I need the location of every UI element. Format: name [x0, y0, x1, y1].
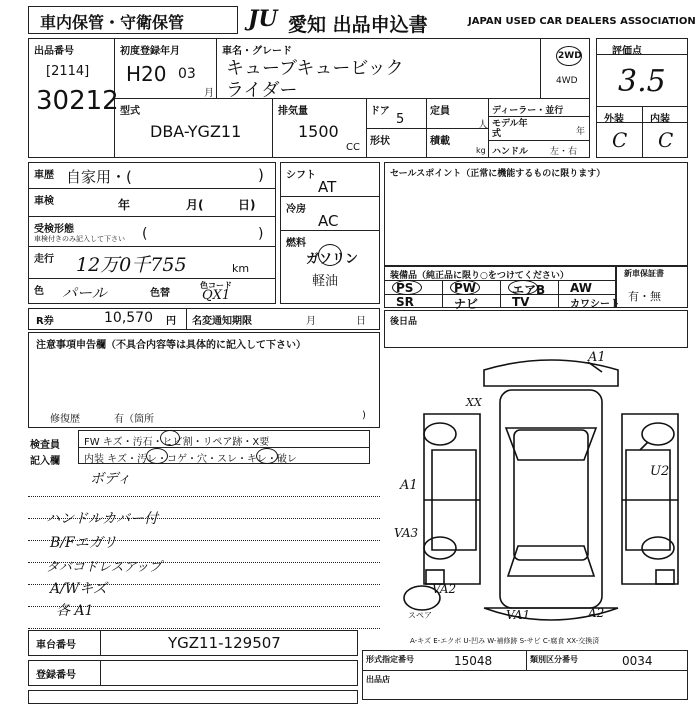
model-value: DBA-YGZ11 — [150, 122, 242, 141]
exterior-value: C — [612, 128, 628, 152]
color-change-label: 色替 — [150, 288, 170, 299]
class-code-value: 0034 — [622, 654, 653, 668]
form-title: 愛知 出品申込書 — [288, 14, 428, 36]
mileage-label: 走行 — [34, 254, 54, 265]
notes-label: 注意事項申告欄（不具合内容等は具体的に記入して下さい） — [36, 340, 306, 351]
drive-2wd-circle — [556, 46, 582, 66]
hand-note-4: タバコドレスアップ — [46, 560, 162, 575]
score-label: 評価点 — [612, 46, 642, 57]
equipment-row1-1: PW — [454, 281, 477, 295]
hand-note-5: A/Wキズ — [50, 581, 107, 597]
registration-label: 初度登録年月 — [120, 46, 180, 57]
hand-note-6: 各 A1 — [56, 603, 94, 619]
recycle-label: R券 — [36, 316, 54, 327]
equipment-row2-3: カワシート — [570, 299, 620, 310]
checker-fw-row: FW キズ・汚石・ヒビ割・リペア跡・X要 — [84, 437, 270, 448]
drive-2wd: 2WD — [558, 51, 582, 61]
reg-number-label: 登録番号 — [36, 670, 76, 681]
hand-note-1: ボディ — [90, 471, 131, 487]
aircon-value: AC — [318, 212, 339, 230]
checker-label-2: 記入欄 — [30, 456, 60, 467]
acceptance-label: 受検形態 — [34, 224, 74, 235]
mileage-unit: km — [232, 262, 250, 275]
inspection-day: 日) — [238, 198, 256, 212]
registration-year: H20 — [126, 62, 167, 86]
lot-number: 30212 — [36, 86, 119, 116]
deadline-month: 月 — [306, 316, 316, 327]
wheel-front-left — [424, 423, 456, 445]
fuel-diesel: 軽油 — [312, 274, 339, 289]
acceptance-open: ( — [142, 226, 148, 242]
car-grade: ライダー — [226, 80, 298, 101]
color-code-value: QX1 — [202, 288, 231, 303]
checker-interior-row: 内装 キズ・汚レ・コゲ・穴・スレ・キレ・破レ — [84, 454, 297, 465]
storage-badge-text: 車内保管・守衛保管 — [40, 13, 185, 32]
car-windshield — [506, 428, 596, 460]
seller-label: 出品店 — [366, 675, 390, 684]
model-code-value: 15048 — [454, 654, 493, 668]
lot-code: [2114] — [46, 64, 90, 79]
ju-logo: JU — [248, 6, 278, 32]
lot-label: 出品番号 — [34, 46, 74, 57]
deadline-day: 日 — [356, 316, 366, 327]
registration-month-unit: 月 — [204, 88, 214, 99]
recycle-value: 10,570 — [104, 310, 153, 326]
model-year-unit: 年 — [576, 127, 586, 137]
mark-top: A1 — [588, 350, 606, 365]
chassis-label: 車台番号 — [36, 640, 76, 651]
score-value: 3.5 — [618, 64, 666, 99]
car-rear-glass — [508, 546, 594, 576]
load-unit: kg — [476, 146, 486, 155]
shape-label: 形状 — [370, 136, 390, 147]
fuel-gasoline: ガソリン — [306, 252, 359, 267]
seller-bottom-frame — [28, 690, 358, 704]
displacement-unit: CC — [346, 142, 360, 153]
interior-scuff-circle — [256, 448, 278, 464]
mark-va2: VA2 — [432, 582, 457, 596]
model-label: 型式 — [120, 106, 140, 117]
fuel-label: 燃料 — [286, 238, 306, 249]
equipment-row1-3: AW — [570, 281, 592, 295]
capacity-unit: 人 — [478, 120, 488, 131]
class-code-label: 類別区分番号 — [530, 655, 578, 664]
damage-legend: A-キズ E-エクボ U-凹み W-補修跡 S-サビ C-腐食 XX-交換済 — [410, 637, 600, 645]
drive-4wd: 4WD — [556, 76, 578, 86]
equipment-row2-2: TV — [512, 295, 530, 309]
color-value: パール — [62, 284, 107, 302]
shift-value: AT — [318, 178, 337, 196]
mark-va1: VA1 — [506, 608, 531, 622]
equipment-circle-2 — [508, 280, 538, 295]
inspection-label: 車検 — [34, 196, 54, 207]
dealer-label: ディーラー・並行 — [492, 106, 564, 116]
handle-label: ハンドル — [492, 147, 529, 157]
shift-label: シフト — [286, 170, 316, 181]
car-roof-top — [514, 430, 588, 560]
equipment-row2-0: SR — [396, 295, 414, 309]
car-name-label: 車名・グレード — [222, 46, 292, 57]
equipment-row1-0: PS — [396, 281, 414, 295]
exterior-label: 外装 — [604, 114, 624, 125]
capacity-label: 定員 — [430, 106, 450, 117]
acceptance-close: ) — [258, 226, 264, 242]
mark-spare: スペア — [408, 611, 432, 620]
warranty-value: 有・無 — [628, 290, 661, 303]
checker-label-1: 検査員 — [30, 440, 60, 451]
mileage-value: 12万0千755 — [76, 254, 187, 276]
registration-month: 03 — [178, 66, 196, 82]
color-code-label: 色コード — [200, 281, 232, 290]
equipment-circle-1 — [450, 280, 480, 295]
displacement-label: 排気量 — [278, 106, 308, 117]
sales-point-label: セールスポイント（正常に機能するものに限ります） — [390, 169, 606, 179]
deadline-label: 名変通知期限 — [192, 316, 252, 327]
car-name: キューブキュービック — [226, 58, 404, 79]
acceptance-note: 車検付きのみ記入して下さい — [34, 235, 125, 243]
interior-stain-circle — [146, 448, 168, 464]
repair-label: 修復歴 — [50, 414, 80, 425]
inspection-month: 月( — [186, 198, 204, 212]
model-code-label: 形式指定番号 — [366, 655, 414, 664]
recycle-unit: 円 — [166, 316, 176, 327]
repair-value: 有（箇所 — [114, 414, 154, 425]
mark-a2: A2 — [588, 606, 605, 620]
equipment-row2-1: ナビ — [454, 297, 479, 311]
repair-close: ) — [362, 410, 366, 421]
ruled-line — [28, 628, 380, 629]
interior-label: 内装 — [650, 114, 670, 125]
warranty-label: 新車保証書 — [624, 269, 664, 278]
wheel-front-right — [642, 423, 674, 445]
mark-left: A1 — [400, 478, 418, 493]
interior-value: C — [658, 128, 674, 152]
history-value: 自家用・( — [66, 168, 132, 186]
inspection-year: 年 — [118, 198, 131, 212]
model-year-label: モデル年式 — [492, 119, 528, 139]
reg-number-frame — [28, 660, 358, 686]
color-label: 色 — [34, 286, 44, 297]
hand-note-3: B/Fエガリ — [50, 535, 117, 551]
rear-frame — [384, 310, 688, 348]
chassis-value: YGZ11-129507 — [168, 634, 281, 652]
fuel-gasoline-circle — [318, 244, 342, 266]
displacement-value: 1500 — [298, 122, 339, 141]
ruled-line — [28, 496, 380, 497]
history-close: ) — [258, 166, 264, 184]
mark-va3: VA3 — [394, 526, 419, 540]
hand-note-2: ハンドルカバー付 — [46, 511, 158, 527]
wheel-rear-left — [424, 537, 456, 559]
equipment-row1-2: エアB — [512, 283, 546, 297]
load-label: 積載 — [430, 136, 450, 147]
association-name: JAPAN USED CAR DEALERS ASSOCIATION — [468, 16, 696, 27]
doors-label: ドア — [370, 106, 390, 117]
history-label: 車歴 — [34, 170, 54, 181]
rear-label: 後日品 — [390, 317, 418, 327]
equipment-circle-0 — [392, 280, 422, 295]
equipment-label: 装備品（純正品に限り○をつけてください） — [390, 271, 569, 281]
handle-value: 左・右 — [550, 147, 578, 157]
fw-stone-circle — [160, 430, 180, 446]
mark-right: U2 — [650, 464, 670, 479]
aircon-label: 冷房 — [286, 204, 306, 215]
mark-xx: XX — [466, 396, 482, 409]
doors-value: 5 — [396, 112, 405, 127]
